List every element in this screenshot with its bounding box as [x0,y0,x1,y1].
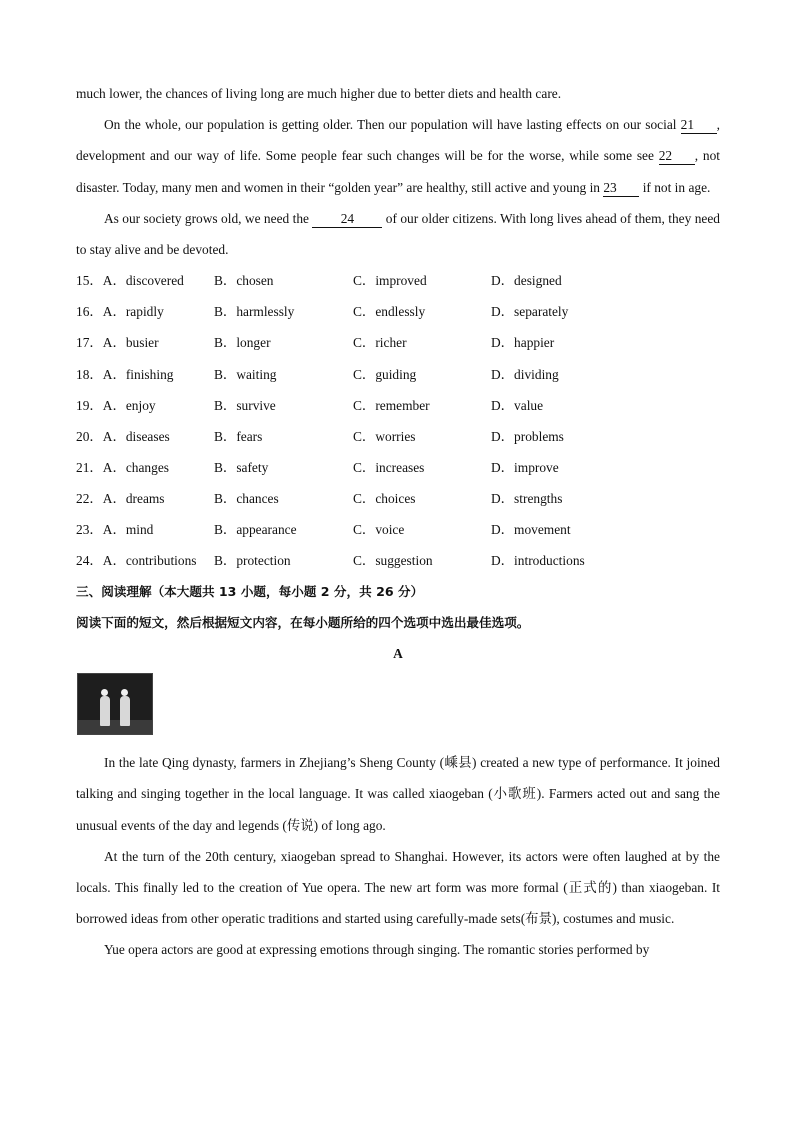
option-d: D．dividing [491,366,559,382]
option-d: D．happier [491,335,555,351]
option-d: D．problems [491,428,564,444]
stage-floor [78,720,152,734]
passage-a-paragraph-1: In the late Qing dynasty, farmers in Zhejiang’s Sheng County (嵊县) created a new type of performance. It joined talking and singing together in the local language. It was called xiaogeban (小歌班). Farmers acted out and sang the unusual events of the day and legends (传说) of long ago. [76,755,720,833]
question-row [76,545,720,576]
option-d: D．introductions [491,553,585,569]
passage-paragraph-2: On the whole, our population is getting older. Then our population will have lasting effects on our social 21 , development and our way of life. Some people fear such changes will be for the worse, while some see 22 , not disaster. Today, many men and women in their “golden year” are healthy, still active and young in 23 if not in age. [76,117,720,195]
opera-photo [77,673,153,735]
question-row [76,514,720,545]
question-row [76,390,720,421]
section-instruction: 阅读下面的短文，然后根据短文内容，在每小题所给的四个选项中选出最佳选项。 [76,615,530,631]
blank-22: 22 [659,148,695,165]
option-d: D．strengths [491,490,563,506]
question-row [76,483,720,514]
option-b: B．appearance [214,521,297,537]
option-d: D．separately [491,304,569,320]
question-options-list [76,265,720,576]
option-c: C．guiding [353,366,417,382]
option-a: 16．A．rapidly [76,304,164,320]
option-b: B．safety [214,459,269,475]
passage-label: A [393,646,403,662]
passage-a-paragraph-2: At the turn of the 20th century, xiaogeban spread to Shanghai. However, its actors were often laughed at by the locals. This finally led to the creation of Yue opera. The new art form was more formal (正式的) than xiaogeban. It borrowed ideas from other operatic traditions and started using carefully-made sets(布景), costumes and music. [76,848,720,927]
option-d: D．value [491,397,544,413]
blank-23: 23 [603,180,639,197]
question-row [76,327,720,358]
option-c: C．suggestion [353,553,433,569]
option-b: B．protection [214,553,291,569]
option-d: D．movement [491,521,571,537]
option-c: C．richer [353,335,407,351]
section-title: 三、阅读理解（本大题共 13 小题，每小题 2 分，共 26 分） [76,584,424,600]
option-a: 21．A．changes [76,459,169,475]
blank-24: 24 [312,211,382,228]
document-page [76,78,720,966]
blank-21: 21 [681,117,717,134]
option-b: B．waiting [214,366,277,382]
option-a: 22．A．dreams [76,490,165,506]
performer-figure-left [100,696,110,726]
option-b: B．fears [214,428,263,444]
option-a: 24．A．contributions [76,553,197,569]
option-b: B．harmlessly [214,304,295,320]
option-d: D．designed [491,273,562,289]
option-c: C．voice [353,521,405,537]
option-b: B．chosen [214,273,274,289]
performer-figure-right [120,696,130,726]
passage-a-paragraph-3: Yue opera actors are good at expressing emotions through singing. The romantic stories performed by [104,942,650,958]
passage-line: much lower, the chances of living long are much higher due to better diets and health care. [76,86,562,101]
option-c: C．remember [353,397,430,413]
passage-paragraph-3: As our society grows old, we need the 24 of our older citizens. With long lives ahead of them, they need to stay alive and be devoted. [76,210,720,258]
option-b: B．chances [214,490,279,506]
option-a: 18．A．finishing [76,366,174,382]
option-a: 20．A．diseases [76,428,170,444]
option-a: 23．A．mind [76,521,154,537]
performer-head-right [121,689,128,696]
option-c: C．endlessly [353,304,426,320]
option-a: 15．A．discovered [76,273,184,289]
option-a: 17．A．busier [76,335,159,351]
option-b: B．longer [214,335,271,351]
option-c: C．choices [353,490,416,506]
option-c: C．worries [353,428,416,444]
question-row [76,296,720,327]
option-c: C．improved [353,273,427,289]
question-row [76,359,720,390]
option-b: B．survive [214,397,276,413]
performer-head-left [101,689,108,696]
question-row [76,421,720,452]
option-d: D．improve [491,459,559,475]
option-c: C．increases [353,459,425,475]
option-a: 19．A．enjoy [76,397,156,413]
question-row [76,452,720,483]
question-row [76,265,720,296]
